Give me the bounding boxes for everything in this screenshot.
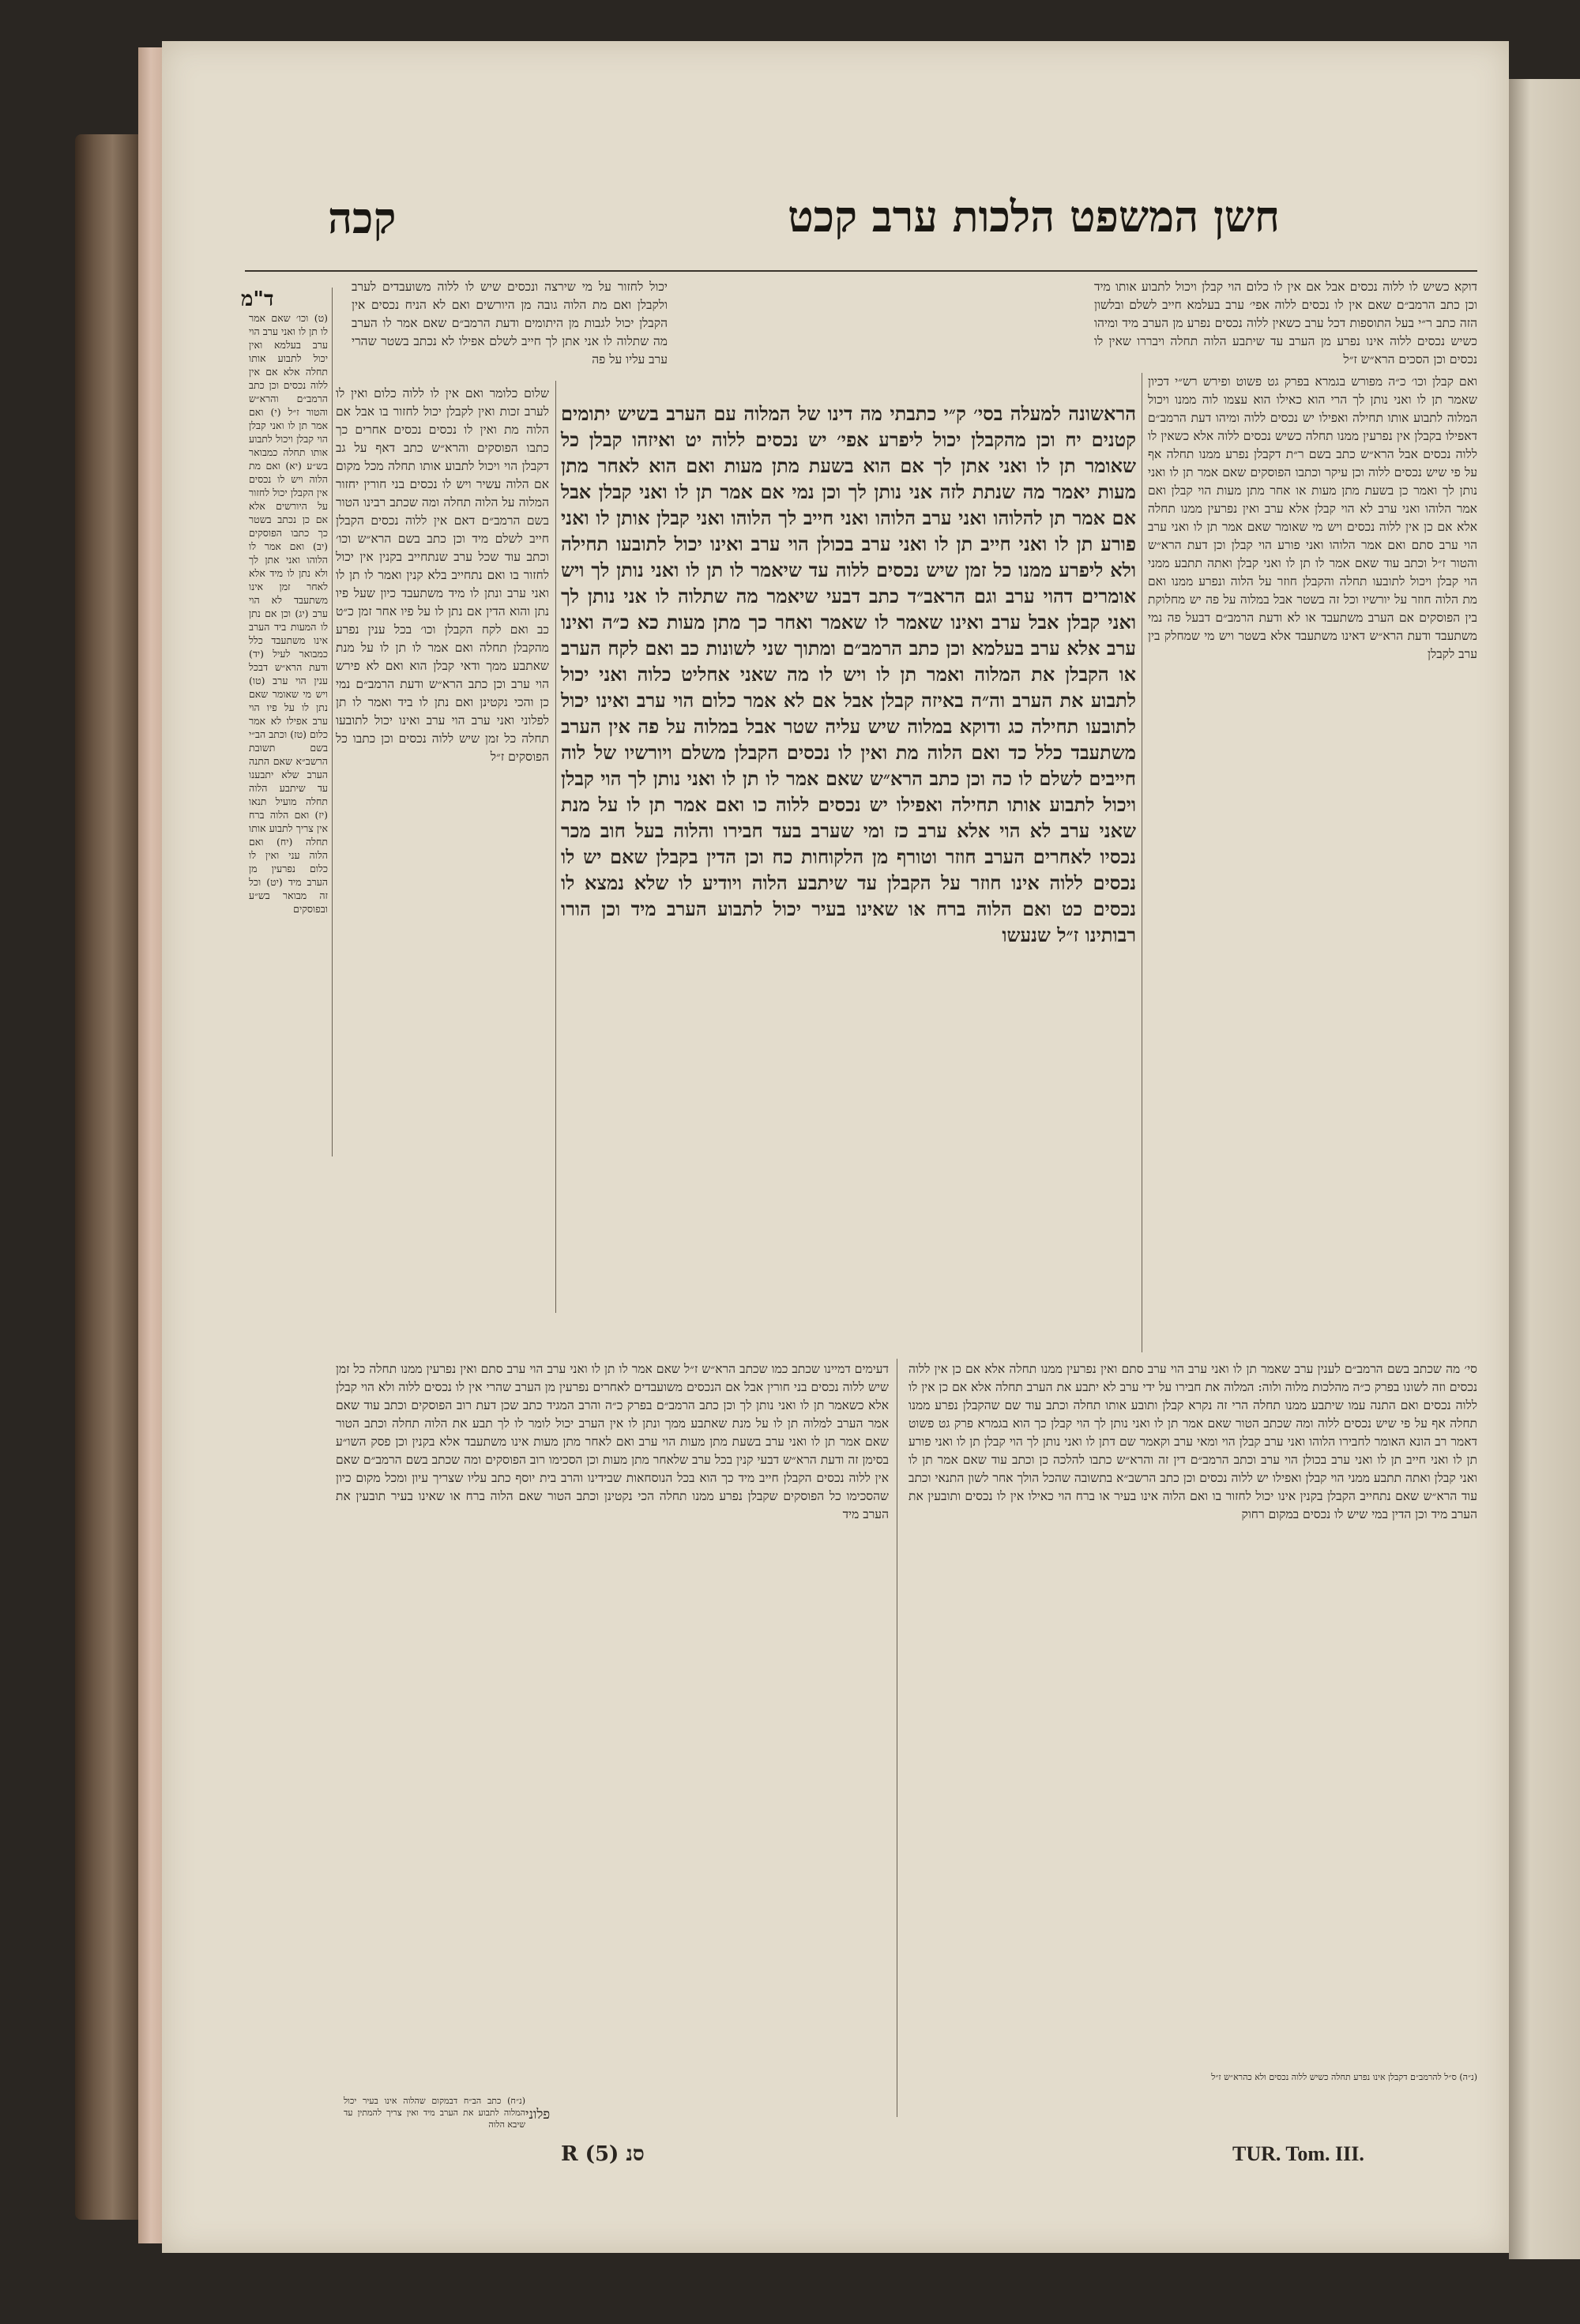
main-text-body: הראשונה למעלה בסי׳ ק״י כתבתי מה דינו של המלוה עם הערב בשיש יתומים קטנים יח וכן מהקבלן יכול ליפרע אפי׳ יש נכסים ללוה יט ואיזהו קבלן כל שאומר תן לו ואני אתן לך אם הוא בשעת מתן מעות ואם הוא לאחר מתן מעות יאמר מה שנתת לזה אני נותן לך וכן נמי אם אמר תן לו ואני קבלן אבל אם אמר תן להלוהו ואני ערב הלוהו ואני חייב לך הלוהו ואני קבלן אותן לו ואני פורע תן לו ואני חייב תן לו ואני ערב בכולן הוי ערב ואינו יכול לתובעו תחילה ולא ליפרע ממנו כל זמן שיש נכסים ללוה עד שיאמר לו תן לו ואני נותן לך ויש אומרים דהוי ערב וגם הראב״ד כתב דבעי שיאמר מה שתלוה לו אני נותן לך ואני קבלן אבל ערב ואינו שאמר לו שאמר ואחר כך מתן מעות כא כ״ה ואינו ערב אלא ערב בעלמא וכן כתב הרמב״ם ומתוך שני לשונות כב ואם לקח הערב או הקבלן את המלוה ואמר תן לו ויש לו מה שאני אחליט כלוה ואני יכול לתבוע את הערב וה״ה באיזה קבלן אבל אם לא אמר כלום הוי ערב ואינו יכול לתובעו תחילה כג ודוקא במלוה שיש עליה שטר אבל במלוה על פה אין הערב משתעבד כלל כד ואם הלוה מת ואין לו נכסים הקבלן משלם ויורשיו של לוה חייבים לשלם לו כה וכן כתב הרא״ש שאם אמר לו תן לו ואני נותן לך הוי קבלן ויכול לתבוע אותו תחילה ואפילו יש נכסים ללוה כו ואם אמר תן לו על מנת שאני ערב לא הוי אלא ערב כז ומי שערב בעד חבירו והלוה בעל חוב מכר נכסיו לאחרים הערב חוזר וטורף מן הלקוחות כח וכן הדין בקבלן שאם יש לו נכסים ללוה אינו חוזר על הקבלן עד שיתבע הלוה ויודיע לו שלא נמצא לו נכסים כט ואם הלוה ברח או שאינו בעיר יכול לתבוע הערב מיד וכן הורו רבותינו ז״ל bbox=[561, 402, 1137, 946]
commentary-right-top: דוקא כשיש לו ללוה נכסים אבל אם אין לו כלום הוי קבלן ויכול לתבוע אותו מיד וכן כתב הרמב״ם שאם אין לו נכסים ללוה אפי׳ ערב בעלמא חייב לשלם ובלשון הזה כתב ר״י בעל התוספות דכל ערב כשאין ללוה נכסים נפרע מן הערב מיד ומיהו כשיש נכסים ללוה אינו נפרע מן הערב עד שיתבע הלוה תחלה ויבררו שאין לו נכסים וכן הסכים הרא״ש ז״ל bbox=[1094, 280, 1477, 367]
facing-page-edge bbox=[1509, 79, 1580, 2259]
folio-mark: ד"מ bbox=[241, 288, 274, 311]
commentary-bottom-right: סי׳ מה שכתב בשם הרמב״ם לענין ערב שאמר תן לו ואני ערב הוי ערב סתם ואין נפרעין ממנו תחלה אלא אם כן אין ללוה נכסים וזה לשונו בפרק כ״ה מהלכות מלוה ולוה: המלוה את חבירו על ידי ערב לא יתבע את הערב תחלה אלא אם כן אין לו ללוה נכסים ואם התנה עמו שיתבע ממנו תחלה הרי זה נקרא קבלן ותובע אותו תחלה וכתב עוד שם שהקבלן נפרע ממנו תחלה אף על פי שיש נכסים ללוה ומה שכתב הטור שאם אמר תן לו ואני נותן לך הוי קבלן כך הוא בגמרא פרק גט פשוט דאמר רב הונא האומר לחבירו הלוהו ואני ערב קבלן הוי ומאי ערב וקאמר שם דתן לו ואני נותן לך הוי קבלן תן לו ואני פורע תן לו ואני חייב תן לו ואני ערב בכולן הוי ערב וכתב הרמב״ם דין זה והרא״ש כתבו להלכה כן וכתב עוד שאם אמר תן לו ואני קבלן ואתה תתבע ממני הוי קבלן ואפילו יש ללוה נכסים וכן כתב הרשב״א בתשובה שהכל הולך אחר לשון התנאי וכתב עוד הרא״ש שאם נתחייב הקבלן בקנין אינו יכול לחזור בו ואם הלוה אינו בעיר או ברח הוי כאילו אין לו נכסים ותובעין את הערב מיד וכן הדין במי שיש לו נכסים במקום רחוק bbox=[908, 1362, 1478, 1521]
note-bottom-right: (נ״ה) ס״ל להרמב״ם דקבלן אינו נפרע תחלה כשיש ללוה נכסים ולא כהרא״ש ז״ל bbox=[1211, 2072, 1477, 2082]
column-rule-left bbox=[555, 381, 556, 1313]
note-bottom-left: (נ״ח) כתב הב״ח דבמקום שהלוה אינו בעיר יכול המלוה לתבוע את הערב מיד ואין צריך להמתין עד שיבא הלוה bbox=[344, 2096, 525, 2130]
header-rule bbox=[245, 270, 1477, 272]
main-text-end-words: שנעשו bbox=[1002, 923, 1051, 946]
running-header-title: חשן המשפט הלכות ערב קכט bbox=[788, 191, 1280, 242]
catch-word: פלוני bbox=[525, 2107, 551, 2123]
gloss-far-left-column: (ט) וכו׳ שאם אמר לו תן לו ואני ערב הוי ערב בעלמא ואין יכול לתבוע אותו תחלה אלא אם אין ללוה נכסים וכן כתב הרמב״ם והרא״ש והטור ז״ל (י) ואם אמר תן לו ואני קבלן הוי קבלן ויכול לתבוע אותו תחלה כמבואר בש״ע (יא) ואם מת הלוה ויש לו נכסים אין הקבלן יכול לחזור על היורשים אלא אם כן נכתב בשטר כך כתבו הפוסקים (יב) ואם אמר לו הלוהו ואני אתן לך ולא נתן לו מיד אלא לאחר זמן אינו משתעבד לא הוי ערב (יג) וכן אם נתן לו המעות ביד הערב אינו משתעבד כלל כמבואר לעיל (יד) ודעת הרא״ש דבכל ענין הוי ערב (טו) ויש מי שאומר שאם נתן לו על פיו הוי ערב אפילו לא אמר כלום (טז) וכתב הב״י בשם תשובת הרשב״א שאם התנה הערב שלא יתבענו עד שיתבע הלוה תחלה מועיל תנאו (יז) ואם הלוה ברח אין צריך לתבוע אותו תחלה (יח) ואם הלוה עני ואין לו כלום נפרעין מן הערב מיד (יט) וכל זה מבואר בש״ע ובפוסקים bbox=[249, 312, 328, 915]
signature-mark: R (5) סנ bbox=[561, 2142, 645, 2166]
hebrew-page-number: קכה bbox=[328, 193, 397, 243]
commentary-left-top: יכול לחזור על מי שירצה ונכסים שיש לו ללוה משועבדים לערב ולקבלן ואם מת הלוה גובה מן היורשים ואם לא הניח נכסים אין הקבלן יכול לגבות מן היתומים ודעת הרמב״ם שאם אמר לו הערב מה שתלוה לו אני אתן לך חייב לשלם אפילו לא נכתב בשטר שהרי ערב עליו על פה bbox=[352, 280, 668, 367]
column-rule-far-left bbox=[332, 288, 333, 1156]
commentary-bottom-left: דעימים דמיינו שכתב כמו שכתב הרא״ש ז״ל שאם אמר לו תן לו ואני ערב הוי ערב סתם ואין נפרעין ממנו תחלה כל זמן שיש ללוה נכסים בני חורין אבל אם הנכסים משועבדים לאחרים נפרעין מן הערב שהרי אין לו נכסים ללוה ולא הוי קבלן אלא כשאמר תן לו ואני נותן לך וכן כתב הרמב״ם בפרק כ״ה והרב המגיד כתב שכן דעת רוב הפוסקים וכתב עוד שאם אמר הערב למלוה תן לו על מנת שאתבע ממך ונתן לו אין הערב יכול לומר לו לך תבע את הלוה תחלה וכתב הטור שאם אמר תן לו ואני ערב בשעת מתן מעות הוי ערב ואם לאחר מתן מעות אינו משתעבד אלא בקנין וכן פסק השו״ע בסימן זה ודעת הרא״ש דבעי קנין בכל ערב שלאחר מתן מעות וכן הסכימו רוב הפוסקים ומה שכתב בשם הרמב״ם שאם אין ללוה נכסים הקבלן חייב מיד כך הוא בכל הנוסחאות שבידינו והרב בית יוסף כתב עליו שצריך עיון ומכל מקום כיון שהסכימו כל הפוסקים שקבלן נפרע ממנו תחלה הכי נקטינן וכתב הטור שאם הלוה ברח או שאינו בעיר תובעין את הערב מיד bbox=[336, 1362, 889, 1521]
series-mark: TUR. Tom. III. bbox=[1232, 2142, 1364, 2165]
main-tur-text bbox=[561, 400, 1136, 1341]
book-page bbox=[162, 41, 1509, 2253]
commentary-right-column: ואם קבלן וכו׳ כ״ה מפורש בגמרא בפרק גט פשוט ופירש רש״י דכיון שאמר תן לו ואני נותן לך הרי הוא כאילו הוא עצמו לוה ממנו ויכול המלוה לתבוע אותו תחילה ואפילו יש נכסים ללוה ומיהו דעת הרמב״ם דאפילו בקבלן אין נפרעין ממנו תחלה כשיש נכסים ללוה אלא כשאין לו ללוה נכסים אבל הרא״ש כתב בשם ר״ת דקבלן נפרע ממנו תחלה אף על פי שיש נכסים ללוה וכן עיקר וכתבו הפוסקים שאם אמר תן לו ואני נותן לך ואמר כן בשעת מתן מעות או אחר מתן מעות הוי קבלן ואם אמר הלוהו ואני ערב לא הוי קבלן אלא ערב ואין נפרעין ממנו תחלה אלא אם כן אין ללוה נכסים ויש מי שאומר שאם אמר תן לו ואני ערב הוי ערב סתם ואם אמר הלוהו ואני פורע הוי קבלן וכן דעת הרא״ש והטור ז״ל וכתב עוד שאם אמר לו תן לו ואני קבלן ואתה תתבע ממני הוי קבלן ויכול לתובעו תחלה והקבלן חוזר על הלוה ונפרע ממנו ואם מת הלוה חוזר על יורשיו וכל זה בשטר אבל במלוה על פה יש מחלוקת בין הפוסקים אם הערב משתעבד או לא ודעת הרמב״ם דבעל פה נמי משתעבד ודעת הרא״ש דאינו משתעבד אלא בשטר ויש מי שמחלק בין ערב לקבלן bbox=[1148, 374, 1477, 661]
commentary-left-column: שלום כלומר ואם אין לו ללוה כלום ואין לו לערב זכות ואין לקבלן יכול לחזור בו אבל אם הלוה מת ואין לו נכסים נכסים אחרים כך כתבו הפוסקים והרא״ש כתב דאף על גב דקבלן הוי ויכול לתבוע אותו תחלה מכל מקום אם הלוה עשיר ויש לו נכסים בני חורין יחזור המלוה על הלוה תחלה ומה שכתב רבינו הטור בשם הרמב״ם דאם אין ללוה נכסים הקבלן חייב לשלם מיד וכן כתב בשם הרא״ש וכו׳ וכתב עוד שכל ערב שנתחייב בקנין אין יכול לחזור בו ואם נתחייב בלא קנין ואמר לו תן לו ואני ערב ונתן לו מיד משתעבד כיון שעל פיו נתן והוא הדין אם נתן לו על פיו אחר זמן כ״ט כב ואם לקח הקבלן וכו׳ בכל ענין נפרע מהקבלן תחלה ואם אמר לו תן לו על מנת שאתבע ממך ודאי קבלן הוא ואם לא פירש הוי ערב וכן כתב הרא״ש ודעת הרמב״ם נמי כן והכי נקטינן ואם נתן לו ביד ואמר לו תן לפלוני ואני ערב הוי ערב ואינו יכול לתובעו תחלה כל זמן שיש ללוה נכסים וכן כתבו כל הפוסקים ז״ל bbox=[336, 386, 549, 764]
